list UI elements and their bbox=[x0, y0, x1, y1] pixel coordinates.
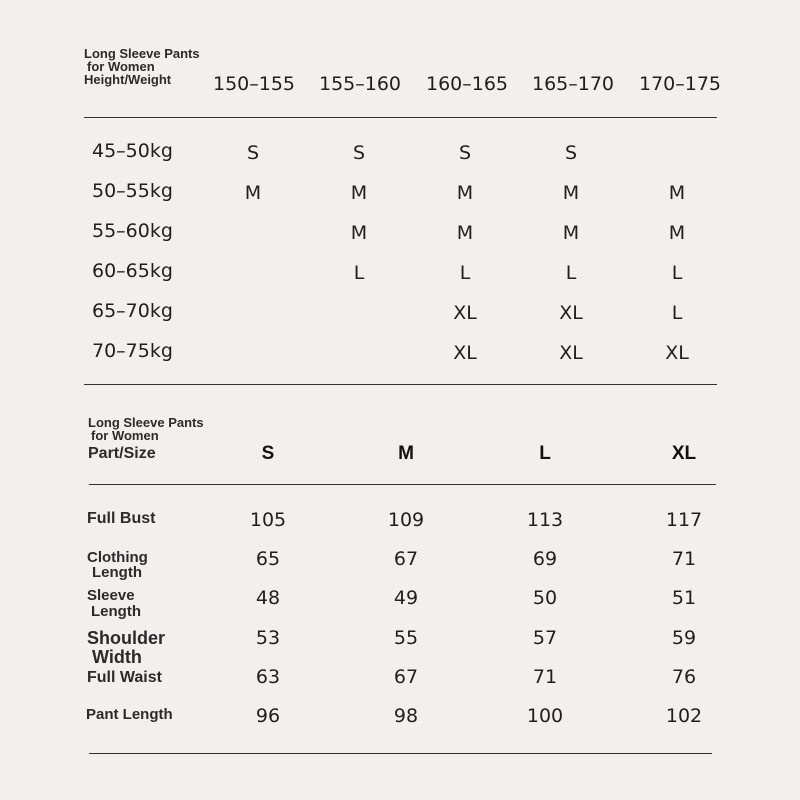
table2-caption-line2: for Women bbox=[91, 428, 159, 443]
table2-bottom-divider bbox=[89, 753, 712, 754]
table1-size-cell: L bbox=[671, 262, 683, 284]
table2-measure-cell: 57 bbox=[532, 627, 558, 649]
table1-size-cell: M bbox=[350, 222, 368, 244]
table2-measure-cell: 100 bbox=[526, 705, 564, 727]
table1-height-header-2: 160–165 bbox=[425, 73, 509, 95]
table2-measure-cell: 67 bbox=[393, 548, 419, 570]
table2-measure-cell: 96 bbox=[255, 705, 281, 727]
table1-caption-line1: Long Sleeve Pants bbox=[84, 46, 200, 61]
table1-weight-label: 60–65kg bbox=[92, 260, 173, 282]
table1-size-cell: S bbox=[458, 142, 472, 164]
table2-measure-cell: 76 bbox=[671, 666, 697, 688]
table1-weight-label: 65–70kg bbox=[92, 300, 173, 322]
part-label-line2: Width bbox=[92, 647, 142, 667]
table1-weight-label: 50–55kg bbox=[92, 180, 173, 202]
table2-measure-cell: 102 bbox=[665, 705, 703, 727]
table2-part-label bbox=[87, 588, 141, 620]
table2-measure-cell: 117 bbox=[665, 509, 703, 531]
part-label-line1: Pant Length bbox=[86, 706, 173, 723]
part-label-line1: Clothing bbox=[87, 549, 148, 566]
table2-caption bbox=[88, 416, 204, 442]
table1-size-cell: XL bbox=[559, 342, 583, 364]
table2-measure-cell: 69 bbox=[532, 548, 558, 570]
table2-header-divider bbox=[89, 484, 716, 485]
table2-measure-cell: 63 bbox=[255, 666, 281, 688]
table2-measure-cell: 109 bbox=[387, 509, 425, 531]
table2-measure-cell: 71 bbox=[671, 548, 697, 570]
table2-measure-cell: 67 bbox=[393, 666, 419, 688]
table2-measure-cell: 53 bbox=[255, 627, 281, 649]
table2-measure-cell: 55 bbox=[393, 627, 419, 649]
table2-measure-cell: 59 bbox=[671, 627, 697, 649]
part-label-line1: Sleeve bbox=[87, 587, 135, 604]
table2-measure-cell: 48 bbox=[255, 587, 281, 609]
table1-size-cell: M bbox=[668, 182, 686, 204]
table2-size-header-xl: XL bbox=[671, 443, 697, 464]
table1-size-cell: XL bbox=[665, 342, 689, 364]
table1-size-cell: L bbox=[671, 302, 683, 324]
table1-weight-label: 45–50kg bbox=[92, 140, 173, 162]
table1-size-cell: M bbox=[562, 222, 580, 244]
table1-header-divider bbox=[84, 117, 717, 118]
table2-part-label bbox=[87, 629, 165, 667]
part-label-line2: Length bbox=[92, 564, 142, 581]
part-label-line1: Shoulder bbox=[87, 628, 166, 648]
table1-size-cell: M bbox=[456, 222, 474, 244]
table2-size-header-s: S bbox=[261, 443, 275, 464]
table2-measure-cell: 113 bbox=[526, 509, 564, 531]
table1-size-cell: XL bbox=[453, 342, 477, 364]
table1-size-cell: XL bbox=[453, 302, 477, 324]
table2-measure-cell: 51 bbox=[671, 587, 697, 609]
table2-measure-cell: 50 bbox=[532, 587, 558, 609]
table2-size-header-m: M bbox=[398, 443, 414, 464]
part-label-line1: Full Bust bbox=[87, 510, 156, 527]
table1-height-header-0: 150–155 bbox=[212, 73, 296, 95]
table1-caption bbox=[84, 47, 200, 86]
table2-part-label bbox=[87, 670, 162, 685]
table1-weight-label: 70–75kg bbox=[92, 340, 173, 362]
table1-size-cell: L bbox=[565, 262, 577, 284]
table1-size-cell: S bbox=[246, 142, 260, 164]
table2-part-label bbox=[86, 707, 173, 722]
table2-measure-cell: 49 bbox=[393, 587, 419, 609]
table2-measure-cell: 65 bbox=[255, 548, 281, 570]
table1-height-header-4: 170–175 bbox=[638, 73, 722, 95]
table2-size-header-l: L bbox=[539, 443, 551, 464]
table1-size-cell: L bbox=[459, 262, 471, 284]
table1-size-cell: M bbox=[668, 222, 686, 244]
part-label-line1: Full Waist bbox=[87, 669, 162, 686]
table1-caption-line2: for Women bbox=[87, 59, 155, 74]
table2-measure-cell: 105 bbox=[249, 509, 287, 531]
table2-part-label bbox=[87, 511, 155, 526]
table1-size-cell: L bbox=[353, 262, 365, 284]
table1-size-cell: M bbox=[244, 182, 262, 204]
table1-bottom-divider bbox=[84, 384, 717, 385]
table2-part-label bbox=[87, 550, 148, 580]
table1-size-cell: M bbox=[350, 182, 368, 204]
table1-corner-label: Height/Weight bbox=[84, 72, 172, 87]
table1-height-header-3: 165–170 bbox=[531, 73, 615, 95]
table1-size-cell: M bbox=[456, 182, 474, 204]
table1-size-cell: M bbox=[562, 182, 580, 204]
table2-corner-label: Part/Size bbox=[88, 445, 156, 462]
table1-size-cell: S bbox=[352, 142, 366, 164]
table2-measure-cell: 98 bbox=[393, 705, 419, 727]
table2-measure-cell: 71 bbox=[532, 666, 558, 688]
part-label-line2: Length bbox=[91, 603, 141, 620]
table1-size-cell: S bbox=[564, 142, 578, 164]
table1-height-header-1: 155–160 bbox=[318, 73, 402, 95]
table1-size-cell: XL bbox=[559, 302, 583, 324]
table2-caption-line1: Long Sleeve Pants bbox=[88, 415, 204, 430]
table1-weight-label: 55–60kg bbox=[92, 220, 173, 242]
